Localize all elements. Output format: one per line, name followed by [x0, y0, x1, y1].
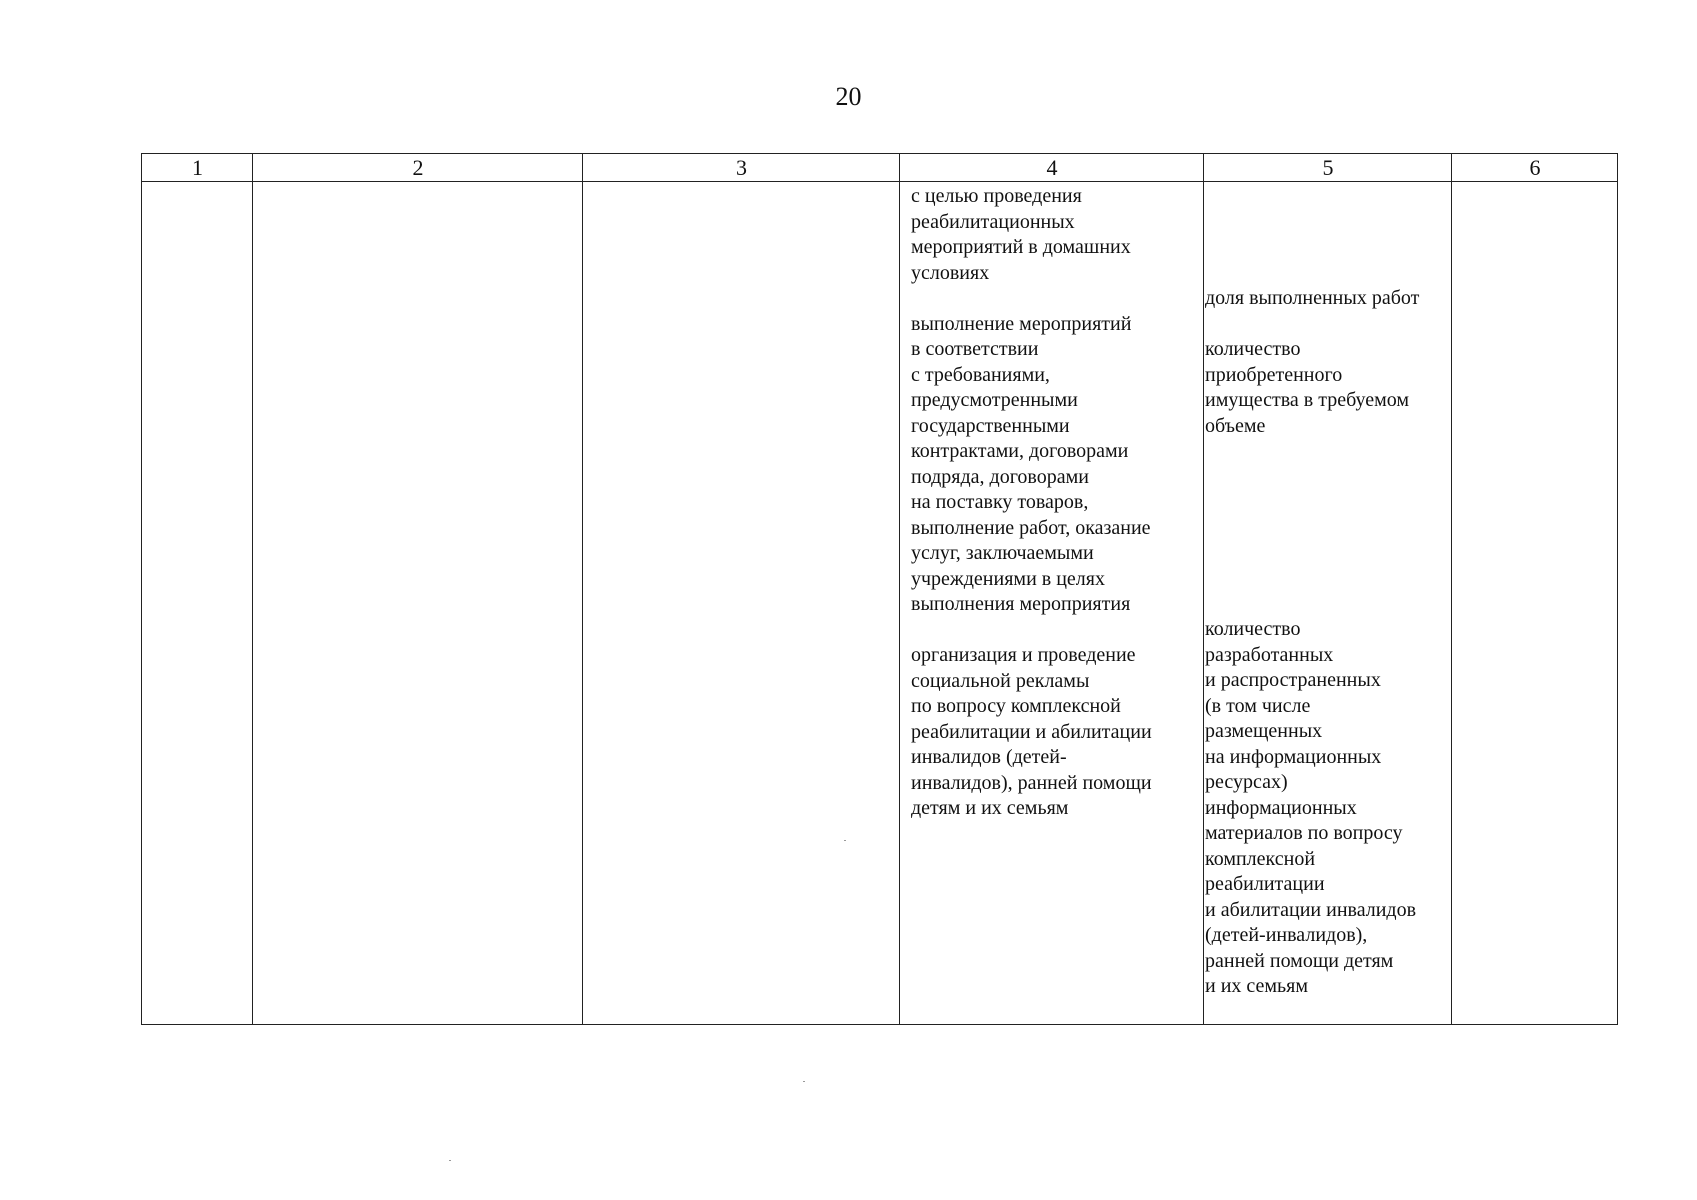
header-col-6: 6 [1529, 155, 1541, 180]
indicator-text-1: доля выполненных работ [1205, 287, 1420, 309]
table-header-row [142, 154, 1617, 182]
activity-text-1: с целью проведения реабилитационных мероприятий в домашних условиях [911, 185, 1131, 284]
document-table [141, 153, 1618, 1025]
header-col-4: 4 [1046, 155, 1058, 180]
activity-text-3: организация и проведение социальной рекламы по вопросу комплексной реабилитации и абилитации инвалидов (детей- инвалидов), ранней помощи детям и их семьям [911, 644, 1152, 819]
scan-speck [449, 1160, 451, 1161]
cell-col-6 [1452, 182, 1618, 1024]
header-col-1: 1 [192, 155, 203, 180]
header-col-3: 3 [736, 155, 747, 180]
cell-col-2 [253, 182, 582, 1024]
scan-speck [803, 1081, 805, 1082]
header-col-2: 2 [412, 155, 424, 180]
cell-col-5 [1204, 182, 1451, 1024]
page-number: 20 [835, 82, 862, 111]
cell-col-4 [900, 182, 1203, 1024]
indicator-text-3: количество разработанных и распространенных (в том числе размещенных на информационных ресурсах) информационных материалов по вопросу комплексной реабилитации и абилитации инвалидов (детей-инвалидов), ранней помощи детям и их семьям [1205, 618, 1417, 997]
cell-col-1 [142, 182, 252, 1024]
scan-speck [844, 840, 846, 841]
cell-col-3 [583, 182, 899, 1024]
activity-text-2: выполнение мероприятий в соответствии с требованиями, предусмотренными государственными контрактами, договорами подряда, договорами на поставку товаров, выполнение работ, оказание услуг, заключаемыми учреждениями в целях выполнения мероприятия [911, 312, 1151, 615]
indicator-text-2: количество приобретенного имущества в требуемом объеме [1205, 338, 1410, 437]
header-col-5: 5 [1322, 155, 1334, 180]
